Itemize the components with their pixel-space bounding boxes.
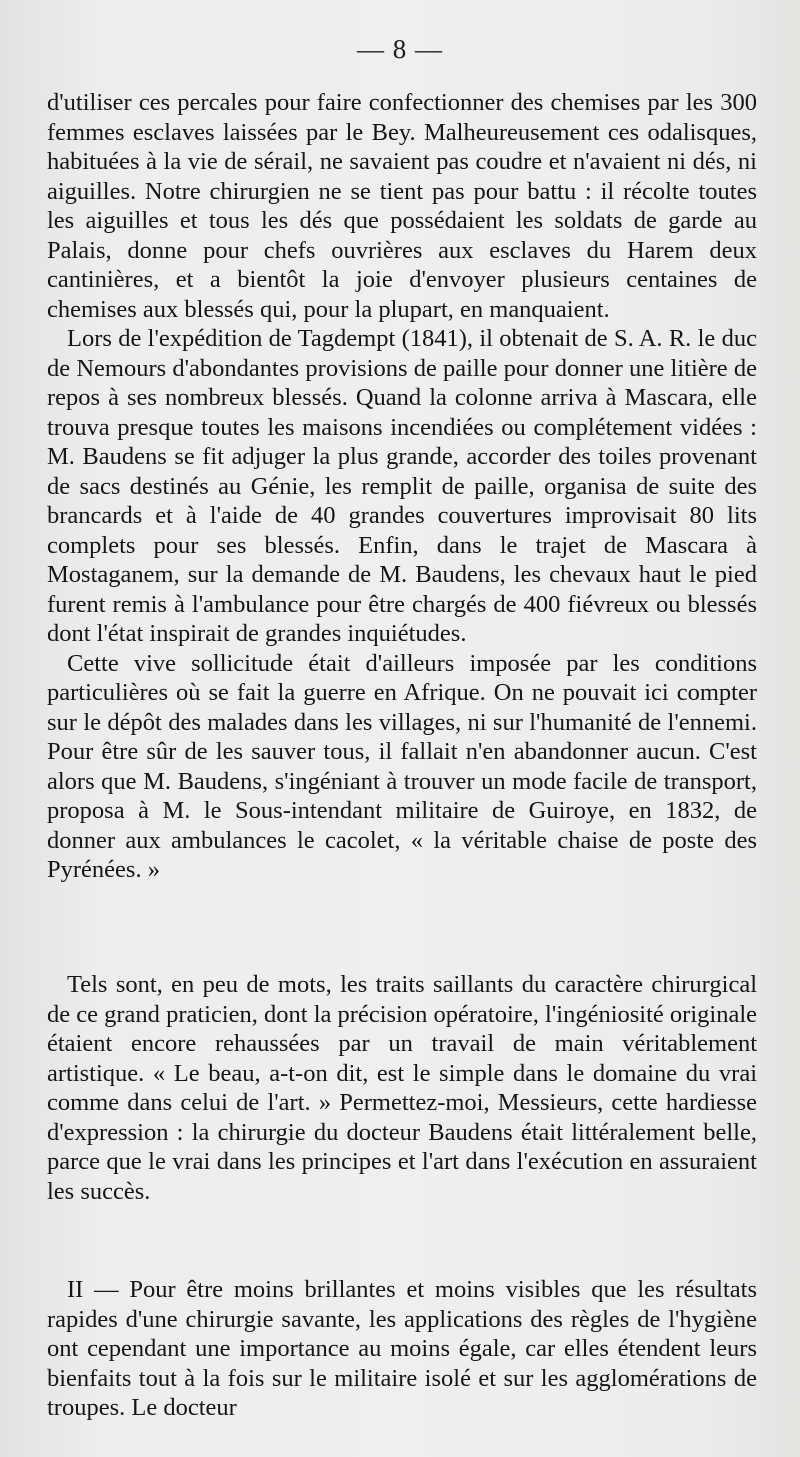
paragraph-percales: d'utiliser ces percales pour faire confectionner des chemises par les 300 femmes esclaves laissées par le Bey. Malheureusement ces odalisques, habituées à la vie de sérail, ne savaient pas coudre et n'avaient ni dés, ni aiguilles. Notre chirurgien ne se tient pas pour battu : il récolte toutes les aiguilles et tous les dés que possédaient les soldats de garde au Palais, donne pour chefs ouvrières aux esclaves du Harem deux cantinières, et a bientôt la joie d'envoyer plusieurs centaines de chemises aux blessés qui, pour la plupart, en manquaient.: [47, 89, 757, 323]
text-block-middle: [47, 970, 757, 1206]
paragraph-sollicitude: Cette vive sollicitude était d'ailleurs imposée par les conditions particulières où se fait la guerre en Afrique. On ne pouvait ici compter sur le dépôt des malades dans les villages, ni sur l'humanité de l'ennemi. Pour être sûr de les sauver tous, il fallait n'en abandonner aucun. C'est alors que M. Baudens, s'ingéniant à trouver un mode facile de transport, proposa à M. le Sous-intendant militaire de Guiroye, en 1832, de donner aux ambulances le cacolet, « la véritable chaise de poste des Pyrénées. »: [47, 649, 757, 883]
paragraph-hygiene: II — Pour être moins brillantes et moins visibles que les résultats rapides d'une chirurgie savante, les applications des règles de l'hygiène ont cependant une importance au moins égale, car elles étendent leurs bienfaits tout à la fois sur le militaire isolé et sur les agglomérations de troupes. Le docteur: [47, 1276, 757, 1421]
page-number: — 8 —: [357, 34, 443, 64]
paragraph-traits-saillants: Tels sont, en peu de mots, les traits saillants du caractère chirurgical de ce grand praticien, dont la précision opératoire, l'ingéniosité originale étaient encore rehaussées par un travail de main véritablement artistique. « Le beau, a-t-on dit, est le simple dans le domaine du vrai comme dans celui de l'art. » Permettez-moi, Messieurs, cette hardiesse d'expression : la chirurgie du docteur Baudens était littéralement belle, parce que le vrai dans les principes et l'art dans l'exécution en assuraient les succès.: [47, 971, 757, 1205]
text-block-upper: [47, 88, 757, 885]
text-block-lower: [47, 1275, 757, 1423]
paragraph-tagdempt: Lors de l'expédition de Tagdempt (1841), il obtenait de S. A. R. le duc de Nemours d'abondantes provisions de paille pour donner une litière de repos à ses nombreux blessés. Quand la colonne arriva à Mascara, elle trouva presque toutes les maisons incendiées ou complétement vidées : M. Baudens se fit adjuger la plus grande, accorder des toiles provenant de sacs destinés au Génie, les remplit de paille, organisa de suite des brancards et à l'aide de 40 grandes couvertures improvisait 80 lits complets pour ses blessés. Enfin, dans le trajet de Mascara à Mostaganem, sur la demande de M. Baudens, les chevaux haut le pied furent remis à l'ambulance pour être chargés de 400 fiévreux ou blessés dont l'état inspirait de grandes inquiétudes.: [47, 325, 757, 647]
